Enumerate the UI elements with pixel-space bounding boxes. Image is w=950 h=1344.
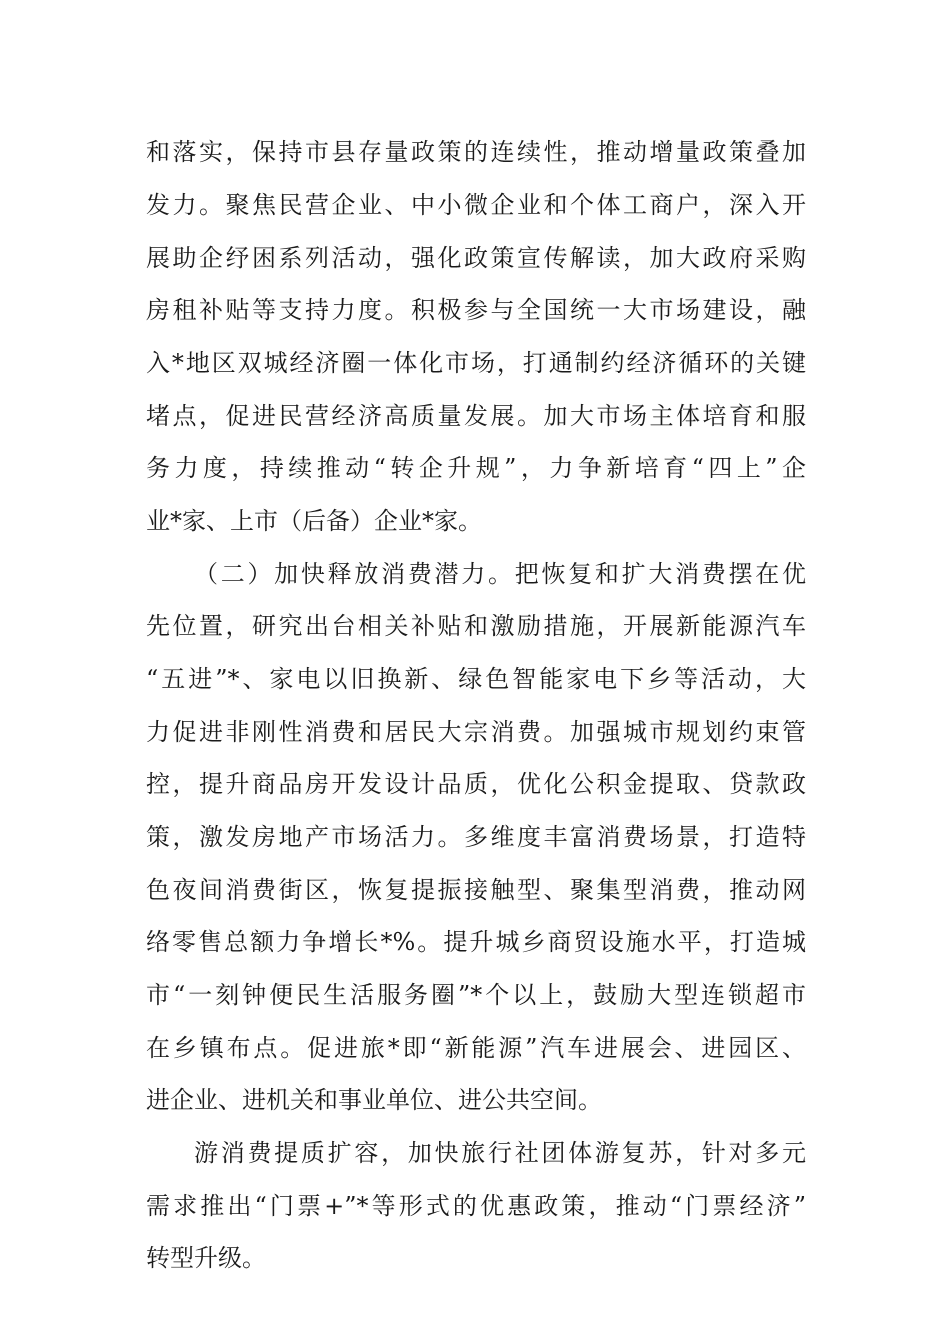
text-line: 和落实，保持市县存量政策的连续性，推动增量政策叠加 bbox=[146, 138, 806, 166]
text-line: 先位置，研究出台相关补贴和激励措施，开展新能源汽车 bbox=[146, 612, 806, 640]
text-line: 转型升级。 bbox=[146, 1244, 266, 1272]
text-line: 务力度，持续推动“转企升规”，力争新培育“四上”企 bbox=[146, 454, 806, 482]
text-line: “五进”*、家电以旧换新、绿色智能家电下乡等活动，大 bbox=[146, 665, 806, 693]
text-line: 进企业、进机关和事业单位、进公共空间。 bbox=[146, 1086, 602, 1114]
text-line: 络零售总额力争增长*%。提升城乡商贸设施水平，打造城 bbox=[146, 928, 806, 956]
text-line: 入*地区双城经济圈一体化市场，打通制约经济循环的关键 bbox=[146, 349, 806, 377]
text-line: 需求推出“门票+”*等形式的优惠政策，推动“门票经济” bbox=[146, 1192, 806, 1220]
text-line: 展助企纾困系列活动，强化政策宣传解读，加大政府采购 bbox=[146, 244, 806, 272]
text-line: 力促进非刚性消费和居民大宗消费。加强城市规划约束管 bbox=[146, 718, 806, 746]
text-line: 房租补贴等支持力度。积极参与全国统一大市场建设，融 bbox=[146, 296, 806, 324]
text-line: 游消费提质扩容，加快旅行社团体游复苏，针对多元 bbox=[194, 1139, 806, 1167]
text-line: 堵点，促进民营经济高质量发展。加大市场主体培育和服 bbox=[146, 402, 806, 430]
text-line: 业*家、上市（后备）企业*家。 bbox=[146, 507, 482, 535]
text-line: 色夜间消费街区，恢复提振接触型、聚集型消费，推动网 bbox=[146, 876, 806, 904]
text-line: 策，激发房地产市场活力。多维度丰富消费场景，打造特 bbox=[146, 823, 806, 851]
section-heading-line: （二）加快释放消费潜力。把恢复和扩大消费摆在优 bbox=[194, 560, 806, 588]
text-line: 发力。聚焦民营企业、中小微企业和个体工商户，深入开 bbox=[146, 191, 806, 219]
text-line: 市“一刻钟便民生活服务圈”*个以上，鼓励大型连锁超市 bbox=[146, 981, 806, 1009]
text-line: 控，提升商品房开发设计品质，优化公积金提取、贷款政 bbox=[146, 770, 806, 798]
text-line: 在乡镇布点。促进旅*即“新能源”汽车进展会、进园区、 bbox=[146, 1034, 806, 1062]
